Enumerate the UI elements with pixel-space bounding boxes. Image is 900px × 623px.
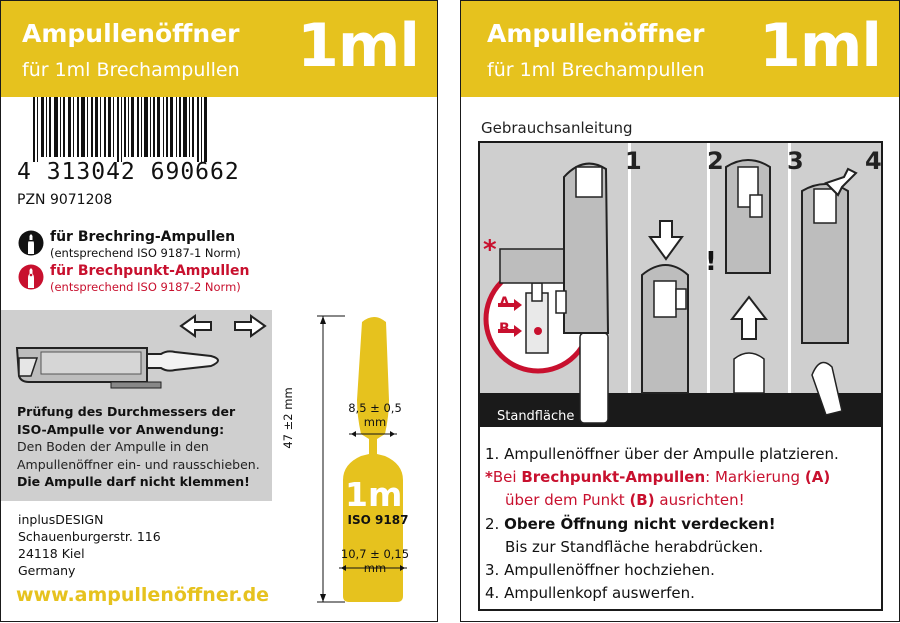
right-header-title: Ampullenöffner [487, 19, 705, 48]
right-header [461, 1, 899, 97]
marker-a: A [499, 295, 510, 311]
step-illustrations-svg [480, 143, 881, 427]
right-instructions-card [460, 0, 900, 622]
barcode [33, 97, 209, 162]
address-country: Germany [18, 563, 76, 578]
neck-dimension-value: 8,5 ± 0,5 [348, 401, 402, 415]
diameter-check-text [17, 403, 277, 491]
step-2-sub-text: Bis zur Standfläche herabdrücken. [505, 538, 764, 556]
height-dimension: 47 ±2 mm [281, 387, 295, 449]
step-1-note-line-2 [505, 491, 745, 509]
body-dimension-value: 10,7 ± 0,15 [340, 547, 410, 561]
legend-point-note: (entsprechend ISO 9187-2 Norm) [50, 280, 241, 294]
step-number-2: 2 [707, 147, 724, 175]
marker-b: B [499, 321, 510, 337]
step-1-note-line-1 [485, 468, 830, 486]
address-city: 24118 Kiel [18, 546, 85, 561]
step-2-text [485, 515, 776, 533]
left-header-subtitle: für 1ml Brechampullen [22, 59, 240, 81]
legend-ring-title: für Brechring-Ampullen [50, 229, 236, 245]
ampoule-volume-label: 1ml [345, 475, 414, 514]
address-company: inplusDESIGN [18, 512, 104, 527]
step-1-note-a: (A) [804, 468, 831, 486]
step-1-note-pre: Bei [492, 468, 522, 486]
check-line-3: Die Ampulle darf nicht klemmen! [17, 474, 250, 489]
step-1-note-mid: : Markierung [705, 468, 805, 486]
step-illustrations [480, 143, 881, 427]
opener-with-ampoule-illustration [1, 310, 272, 405]
step-number-1: 1 [625, 147, 642, 175]
step-number-4: 4 [865, 147, 882, 175]
step-2-bold: Obere Öffnung nicht verdecken! [504, 515, 776, 533]
check-line-2: Ampullenöffner ein- und rausschieben. [17, 456, 260, 472]
step-1-note-pre2: über dem Punkt [505, 491, 630, 509]
legend-point-title: für Brechpunkt-Ampullen [50, 263, 250, 279]
warning-exclaim: ! [705, 247, 717, 277]
step-4-text: 4. Ampullenkopf auswerfen. [485, 584, 695, 602]
left-header-size: 1ml [297, 11, 419, 81]
neck-dimension [339, 401, 411, 429]
body-dimension [337, 547, 413, 575]
step-2-num: 2. [485, 515, 505, 533]
pzn-number: PZN 9071208 [17, 192, 113, 208]
check-line-1: Den Boden der Ampulle in den [17, 439, 209, 454]
step-1-note-bold: Brechpunkt-Ampullen [521, 468, 706, 486]
check-heading-1: Prüfung des Durchmessers der [17, 404, 236, 419]
left-header-title: Ampullenöffner [22, 19, 240, 48]
left-header [1, 1, 437, 97]
asterisk-marker: * [483, 235, 497, 265]
right-header-size: 1ml [759, 11, 881, 81]
step-3-text: 3. Ampullenöffner hochziehen. [485, 561, 715, 579]
website-link[interactable]: www.ampullenöffner.de [16, 584, 270, 606]
legend-ring-note: (entsprechend ISO 9187-1 Norm) [50, 246, 241, 260]
ampoule-ring-icon [18, 229, 44, 257]
address-street: Schauenburgerstr. 116 [18, 529, 161, 544]
instructions-title: Gebrauchsanleitung [481, 119, 633, 137]
step-1-text: 1. Ampullenöffner über der Ampulle platzieren. [485, 445, 839, 463]
body-dimension-unit: mm [363, 561, 387, 575]
step-1-note-post: ausrichten! [654, 491, 745, 509]
manufacturer-address [18, 511, 161, 579]
left-label-card [0, 0, 438, 622]
step-1-note-b: (B) [629, 491, 655, 509]
step-number-3: 3 [787, 147, 804, 175]
ampoule-point-icon [18, 263, 44, 291]
ampoule-iso-label: ISO 9187 [347, 513, 409, 527]
standflaeche-label: Standfläche [497, 409, 575, 424]
check-heading-2: ISO-Ampulle vor Anwendung: [17, 421, 225, 437]
barcode-digits: 4 313042 690662 [17, 159, 240, 185]
neck-dimension-unit: mm [363, 415, 387, 429]
step-1-note-star: * [485, 468, 493, 486]
right-header-subtitle: für 1ml Brechampullen [487, 59, 705, 81]
